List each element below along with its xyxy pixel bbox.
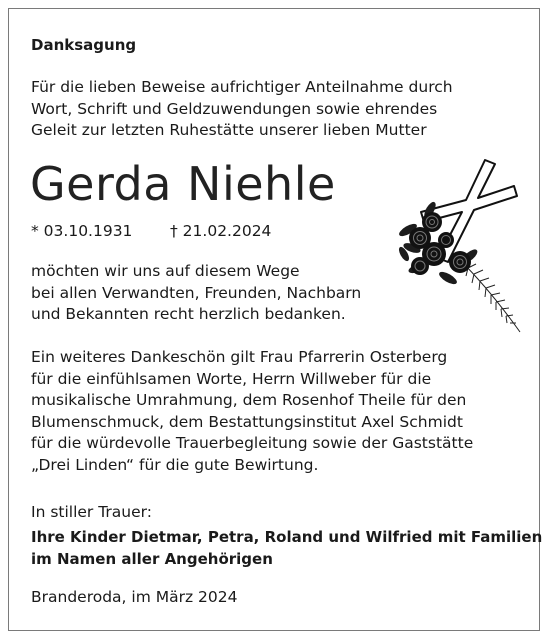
place-date: Branderoda, im März 2024 — [31, 588, 238, 606]
notice-heading: Danksagung — [31, 36, 137, 54]
intro-line: Für die lieben Beweise aufrichtiger Anteilnahme durch — [31, 78, 453, 96]
thanks-paragraph — [31, 261, 361, 326]
extra-line: musikalische Umrahmung, dem Rosenhof Theile für den — [31, 391, 467, 409]
cross-with-roses-icon — [390, 150, 525, 340]
deceased-name: Gerda Niehle — [30, 157, 336, 211]
intro-line: Wort, Schrift und Geldzuwendungen sowie ehrendes — [31, 99, 438, 118]
extra-line: für die würdevolle Trauerbegleitung sowie der Gaststätte — [31, 434, 474, 452]
family-line: Ihre Kinder Dietmar, Petra, Roland und Wilfried mit Familien — [31, 528, 543, 546]
extra-thanks-paragraph — [31, 347, 473, 476]
intro-paragraph — [31, 77, 453, 142]
intro-line: Geleit zur letzten Ruhestätte unserer lieben Mutter — [31, 121, 427, 139]
family-signature — [31, 526, 542, 570]
extra-line: Blumenschmuck, dem Bestattungsinstitut Axel Schmidt — [31, 412, 463, 431]
death-date: † 21.02.2024 — [170, 222, 272, 240]
mourning-label: In stiller Trauer: — [31, 503, 152, 521]
extra-line: für die einfühlsamen Worte, Herrn Willweber für die — [31, 369, 432, 388]
thanks-line: und Bekannten recht herzlich bedanken. — [31, 305, 346, 323]
extra-line: Ein weiteres Dankeschön gilt Frau Pfarrerin Osterberg — [31, 348, 448, 366]
thanks-line: bei allen Verwandten, Freunden, Nachbarn — [31, 283, 362, 302]
family-line: im Namen aller Angehörigen — [31, 550, 273, 568]
extra-line: „Drei Linden“ für die gute Bewirtung. — [31, 455, 319, 474]
thanks-line: möchten wir uns auf diesem Wege — [31, 262, 300, 280]
birth-date: * 03.10.1931 — [31, 222, 133, 240]
